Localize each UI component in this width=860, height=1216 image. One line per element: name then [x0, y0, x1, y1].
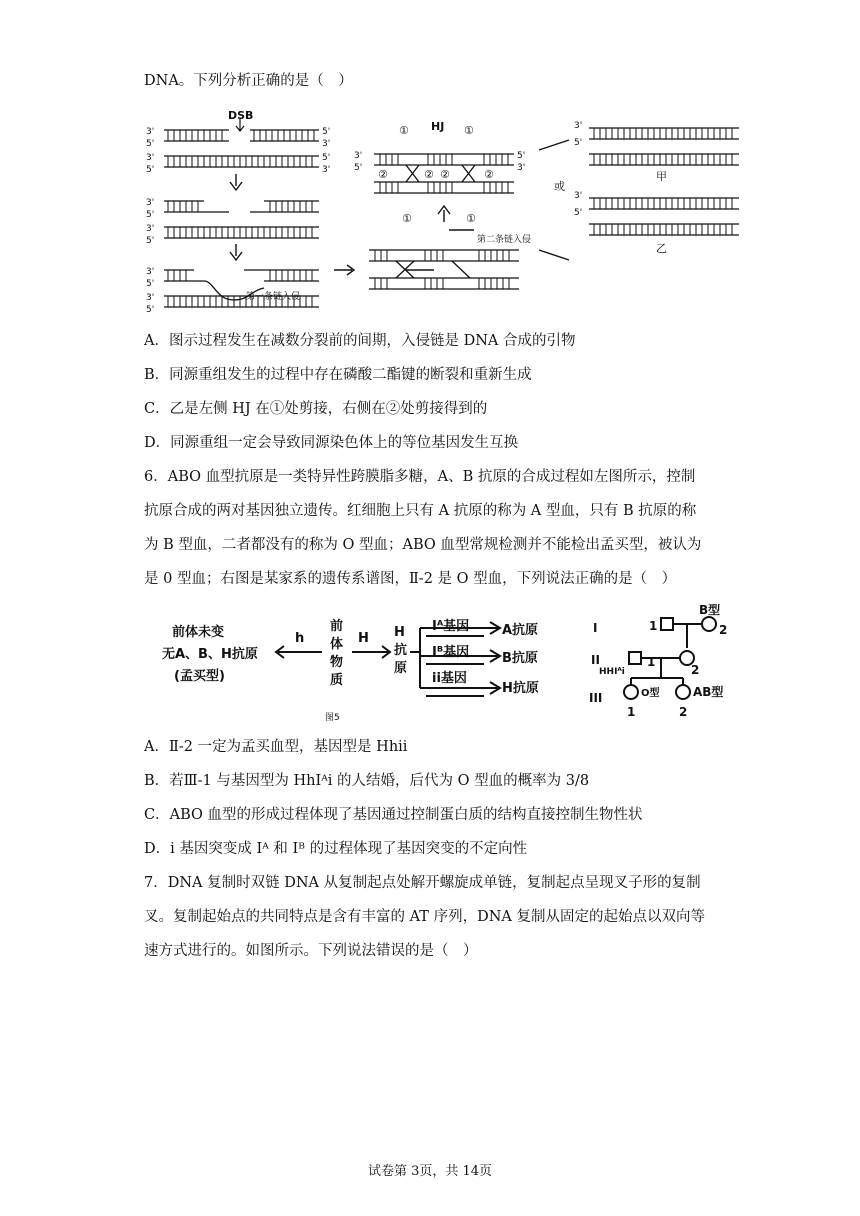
end-label: 3': [574, 121, 583, 131]
pedigree-number: 2: [691, 663, 700, 677]
o-type-label: O型: [641, 688, 660, 699]
q6-pedigree-figure: [585, 604, 750, 722]
end-label: 5': [574, 208, 583, 218]
precursor-char: 质: [330, 673, 344, 688]
generation-iii-label: III: [589, 691, 603, 705]
ia-gene-label: Iᴬ基因: [432, 619, 470, 634]
end-label: 3': [574, 191, 583, 201]
cut-site-2-b: ②: [424, 168, 434, 181]
end-label: 3': [517, 163, 526, 173]
generation-ii-label: II: [591, 653, 600, 667]
q6-stem-line-3: 为 B 型血，二者都没有的称为 O 型血；ABO 血型常规检测并不能检出孟买型，被认为: [144, 537, 702, 553]
pedigree-number: 1: [627, 705, 636, 719]
page-footer: 试卷第 3页，共 14页: [367, 1164, 493, 1179]
end-label: 5': [574, 138, 583, 148]
precursor-char: 物: [330, 655, 344, 670]
pedigree-number: 2: [719, 623, 728, 637]
q5-option-d: D．同源重组一定会导致同源染色体上的等位基因发生互换: [144, 435, 519, 451]
h-dominant-label: H: [358, 631, 369, 646]
precursor-unchanged-label: 前体未变: [172, 625, 225, 640]
pedigree-female-iii1: [624, 685, 638, 699]
cut-site-1-bottom: ①: [402, 212, 412, 225]
cut-site-1-left: ①: [399, 124, 409, 137]
q6-option-d: D．i 基因突变成 Iᴬ 和 Iᴮ 的过程体现了基因突变的不定向性: [144, 841, 528, 857]
end-label: 3': [322, 139, 331, 149]
q7-stem-line-2: 叉。复制起始点的共同特点是含有丰富的 AT 序列，DNA 复制从固定的起始点以双向等: [144, 909, 705, 925]
hj-label: HJ: [431, 120, 445, 133]
q6-option-a: A．Ⅱ-2 一定为孟买血型，基因型是 Hhii: [144, 739, 408, 755]
end-label: 3': [146, 153, 155, 163]
figure-5-label: 图5: [325, 713, 340, 723]
q6-stem-line-4: 是 0 型血；右图是某家系的遗传系谱图，Ⅱ-2 是 O 型血，下列说法正确的是（ ）: [144, 571, 677, 587]
generation-i-label: I: [593, 621, 598, 635]
product-yi-label: 乙: [656, 242, 667, 255]
end-label: 3': [354, 151, 363, 161]
cut-site-1-bottom-right: ①: [466, 212, 476, 225]
end-label: 5': [146, 279, 155, 289]
end-label: 5': [322, 127, 331, 137]
h-antigen-char: 抗: [394, 643, 408, 658]
pedigree-male-ii1: [629, 652, 641, 664]
q6-option-b: B．若Ⅲ-1 与基因型为 HhIᴬi 的人结婚，后代为 O 型血的概率为 3/8: [144, 773, 590, 789]
second-invasion-label: 第二条链入侵: [477, 235, 532, 245]
pedigree-female-i2: [702, 617, 716, 631]
ii-gene-label: ii基因: [432, 671, 467, 686]
no-antigen-label: 无A、B、H抗原: [162, 647, 258, 662]
pedigree-male-i1: [661, 618, 673, 630]
q5-recombination-figure: [144, 110, 744, 320]
end-label: 3': [146, 267, 155, 277]
pedigree-number: 2: [679, 705, 688, 719]
cut-site-2-d: ②: [484, 168, 494, 181]
end-label: 5': [322, 153, 331, 163]
hhia-genotype-label: HHIᴬi: [599, 667, 625, 677]
precursor-char: 体: [330, 637, 344, 652]
q5-option-c: C．乙是左侧 HJ 在①处剪接，右侧在②处剪接得到的: [144, 401, 488, 417]
q5-stem-tail: DNA。下列分析正确的是（ ）: [144, 73, 353, 89]
precursor-char: 前: [330, 619, 344, 634]
end-label: 5': [517, 151, 526, 161]
end-label: 5': [146, 139, 155, 149]
end-label: 5': [146, 165, 155, 175]
end-label: 3': [146, 224, 155, 234]
q6-stem-line-2: 抗原合成的两对基因独立遗传。红细胞上只有 A 抗原的称为 A 型血，只有 B 抗原的称: [144, 503, 697, 519]
ab-type-label: AB型: [693, 685, 724, 699]
cut-site-1-right: ①: [464, 124, 474, 137]
end-label: 3': [322, 165, 331, 175]
first-invasion-label: 第一条链入侵: [246, 292, 301, 302]
q5-option-b: B．同源重组发生的过程中存在磷酸二酯键的断裂和重新生成: [144, 367, 532, 383]
q5-option-a: A．图示过程发生在减数分裂前的间期，入侵链是 DNA 合成的引物: [144, 333, 576, 349]
end-label: 5': [354, 163, 363, 173]
q7-stem-line-3: 速方式进行的。如图所示。下列说法错误的是（ ）: [144, 943, 478, 959]
b-type-label: B型: [699, 604, 721, 617]
end-label: 5': [146, 236, 155, 246]
pedigree-female-iii2: [676, 685, 690, 699]
q6-antigen-pathway-figure: [160, 608, 560, 723]
end-label: 3': [146, 293, 155, 303]
pedigree-number: 1: [649, 619, 658, 633]
q7-stem-line-1: 7．DNA 复制时双链 DNA 从复制起点处解开螺旋成单链，复制起点呈现叉子形的复制: [144, 875, 701, 891]
end-label: 3': [146, 127, 155, 137]
end-label: 3': [146, 198, 155, 208]
end-label: 5': [146, 210, 155, 220]
product-jia-label: 甲: [656, 170, 667, 183]
bombay-label: (孟买型): [174, 669, 225, 684]
h-antigen-char: 原: [394, 661, 408, 676]
cut-site-2-c: ②: [440, 168, 450, 181]
q6-stem-line-1: 6．ABO 血型抗原是一类特异性跨膜脂多糖，A、B 抗原的合成过程如左图所示，控制: [144, 469, 696, 485]
h-antigen-char: H: [394, 625, 405, 640]
dsb-label: DSB: [228, 110, 254, 122]
a-antigen-label: A抗原: [502, 623, 539, 638]
end-label: 5': [146, 305, 155, 315]
q6-option-c: C．ABO 血型的形成过程体现了基因通过控制蛋白质的结构直接控制生物性状: [144, 807, 643, 823]
cut-site-2-a: ②: [378, 168, 388, 181]
h-recessive-label: h: [295, 631, 305, 646]
ib-gene-label: Iᴮ基因: [432, 645, 470, 660]
pedigree-number: 1: [647, 655, 656, 669]
b-antigen-label: B抗原: [502, 651, 538, 666]
or-label: 或: [554, 180, 565, 193]
h-antigen-product-label: H抗原: [502, 681, 539, 696]
